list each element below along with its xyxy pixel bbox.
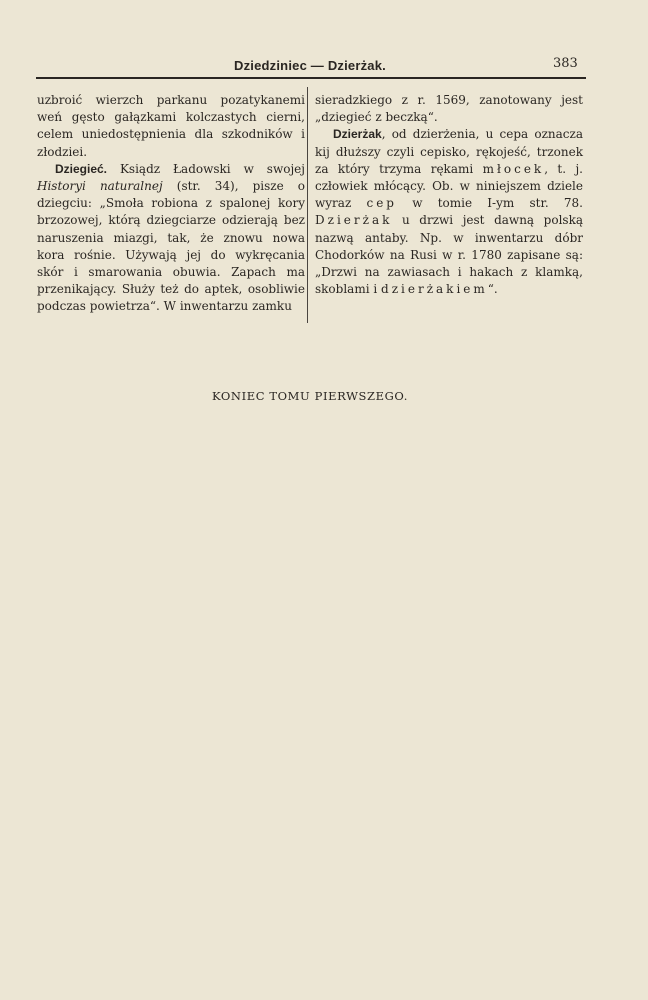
entry-spaced-word: młocek xyxy=(482,161,545,176)
entry-text: Ksiądz Ładowski w swojej xyxy=(107,161,305,176)
entry-text: , t. j. człowiek młócący. Ob. w niniejszem dziele wyraz xyxy=(315,161,583,211)
entry-text: (str. 34), pisze o dziegciu: „Smoła robiona z spalonej kory brzozowej, którą dziegciarze odzierają bez naruszenia miazgi, tak, że znowu nowa kora rośnie. Używają jej do wykręcania skór i smarowania obuwia. Zapach ma przenikający. Służy też do aptek, osobliwie podczas powietrza“. W inwentarzu zamku xyxy=(37,179,306,314)
entry-text: u drzwi jest dawną polską nazwą antaby. Np. w inwentarzu dóbr Chodorków na Rusi w r. 1780 zapisane są: „Drzwi na zawiasach i hakach z klamką, skoblami i xyxy=(315,213,583,297)
left-paragraph-continuation: uzbroić wierzch parkanu pozatykanemi weń gęsto gałązkami kolczastych cierni, celem uniedostępnienia dla szkodników i złodziei. xyxy=(37,93,305,159)
header-rule xyxy=(36,77,586,79)
entry-term: Dziegieć. xyxy=(55,161,108,176)
entry-text: w tomie I-ym str. 78. xyxy=(397,196,583,211)
entry-dzierzak xyxy=(315,126,583,298)
column-divider xyxy=(307,87,308,323)
entry-text: “. xyxy=(487,282,498,297)
entry-text: , od dzierżenia, u cepa oznacza kij dłuższy czyli cepisko, rękojeść, trzonek za który trzyma rękami xyxy=(315,127,583,176)
entry-spaced-word: Dzierżak xyxy=(315,213,393,228)
right-paragraph-continuation: sieradzkiego z r. 1569, zanotowany jest „dziegieć z beczką“. xyxy=(315,93,583,125)
entry-spaced-word: dzierżakiem xyxy=(381,282,488,297)
right-column xyxy=(315,92,583,298)
entry-spaced-word: cep xyxy=(366,196,397,211)
running-header-title: Dziedziniec — Dzierżak. xyxy=(234,58,386,73)
entry-italic-title: Historyi naturalnej xyxy=(37,179,163,194)
left-column xyxy=(37,92,305,316)
end-of-volume-note: KONIEC TOMU PIERWSZEGO. xyxy=(212,389,408,403)
page-number: 383 xyxy=(553,56,578,71)
entry-dziegiec xyxy=(37,161,305,316)
entry-term: Dzierżak xyxy=(333,127,382,142)
